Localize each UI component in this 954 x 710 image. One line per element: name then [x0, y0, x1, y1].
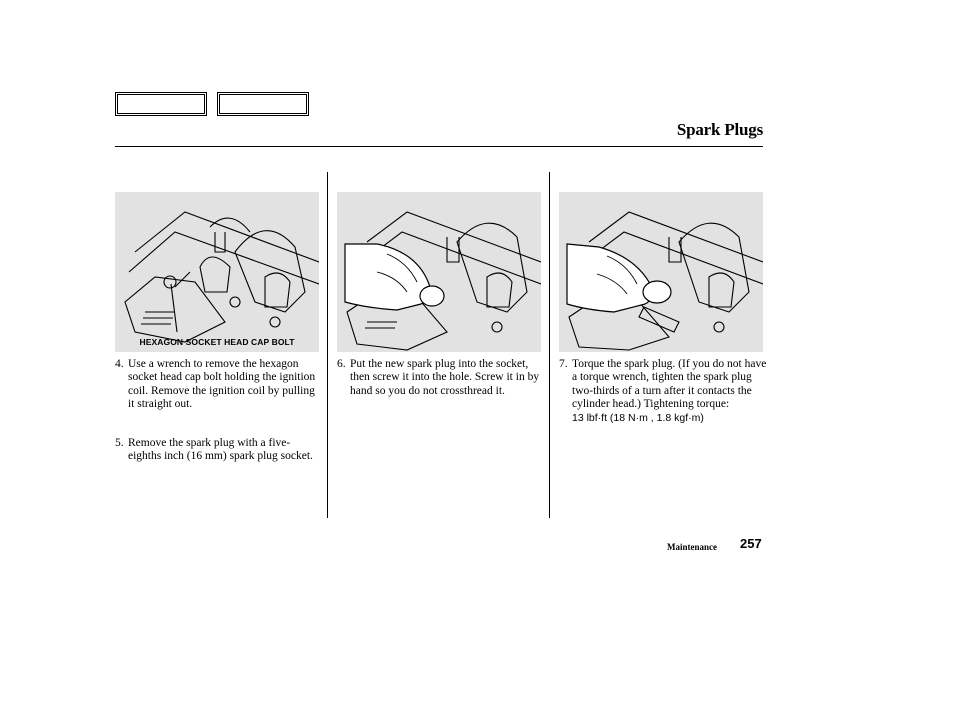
header-rule — [115, 146, 763, 147]
engine-illustration-2 — [337, 192, 541, 352]
hand-shape — [567, 244, 652, 312]
step-6: 6. Put the new spark plug into the socket, then screw it into the hole. Screw it in by hand so you do not crossthread it. — [337, 358, 540, 397]
engine-illustration-3 — [559, 192, 763, 352]
step-4: 4. Use a wrench to remove the hexagon socket head cap bolt holding the ignition coil. Remove the ignition coil by pulling it straight out. — [115, 358, 316, 411]
footer-section: Maintenance — [667, 542, 717, 552]
column-divider-1 — [327, 172, 328, 518]
nav-box-2[interactable] — [217, 92, 309, 116]
page-number: 257 — [740, 536, 762, 551]
torque-spec: 13 lbf·ft (18 N·m , 1.8 kgf·m) — [572, 411, 704, 424]
page-title: Spark Plugs — [676, 120, 763, 139]
figure-torque-plug — [559, 192, 763, 352]
column-divider-2 — [549, 172, 550, 518]
figure-callout: HEXAGON SOCKET HEAD CAP BOLT — [139, 337, 295, 347]
step-5: 5. Remove the spark plug with a five-eighths inch (16 mm) spark plug socket. — [115, 437, 313, 463]
figure-install-plug — [337, 192, 541, 352]
figure-remove-coil — [115, 192, 319, 352]
engine-illustration-1 — [115, 192, 319, 352]
step-7: 7. Torque the spark plug. (If you do not have a torque wrench, tighten the spark plug two-thirds of a turn after it contacts the cylinder head.) Tightening torque: 13 lbf·ft (18 N·m , 1.8 kgf·m) — [559, 358, 769, 425]
nav-box-1[interactable] — [115, 92, 207, 116]
